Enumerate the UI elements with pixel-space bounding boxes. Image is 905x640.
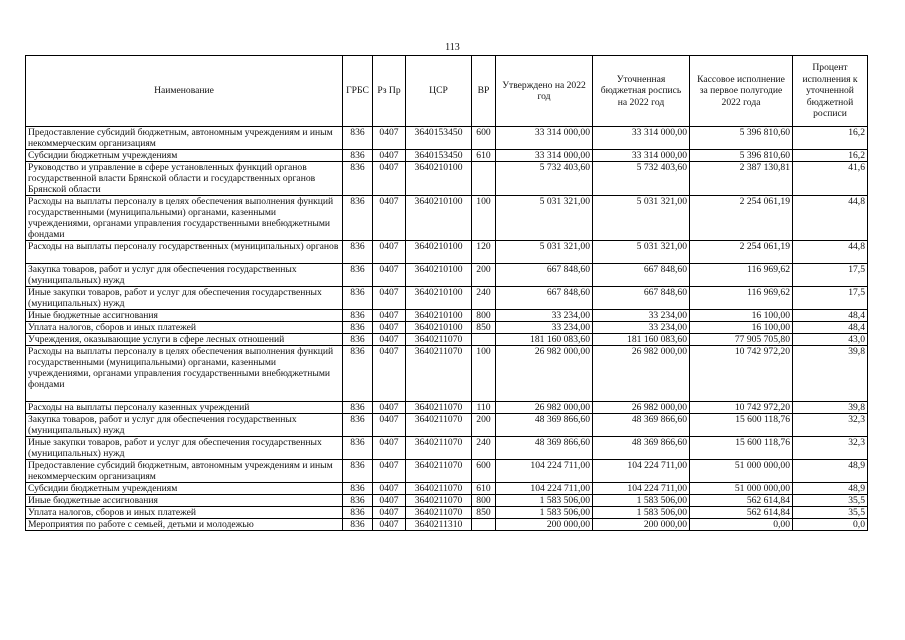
col-header-rzpr: Рз Пр	[373, 56, 406, 127]
table-row	[26, 264, 868, 287]
cell-vr: 800	[472, 310, 496, 322]
cell-vr: 800	[472, 495, 496, 507]
cell-cash: 5 396 810,60	[690, 150, 793, 162]
col-header-grbs: ГРБС	[343, 56, 373, 127]
cell-rzpr: 0407	[373, 150, 406, 162]
cell-rzpr: 0407	[373, 127, 406, 150]
table-row	[26, 287, 868, 310]
cell-vr: 100	[472, 196, 496, 241]
cell-approved: 200 000,00	[496, 519, 593, 531]
table-row	[26, 483, 868, 495]
table-row	[26, 127, 868, 150]
cell-approved: 667 848,60	[496, 264, 593, 287]
cell-approved: 104 224 711,00	[496, 460, 593, 483]
cell-percent: 17,5	[793, 287, 868, 310]
cell-vr	[472, 162, 496, 196]
table-row	[26, 495, 868, 507]
cell-rzpr: 0407	[373, 460, 406, 483]
cell-rzpr: 0407	[373, 414, 406, 437]
cell-cash: 562 614,84	[690, 507, 793, 519]
cell-csr: 3640211070	[406, 402, 472, 414]
cell-name: Учреждения, оказывающие услуги в сфере лесных отношений	[26, 334, 343, 346]
table-row	[26, 460, 868, 483]
cell-cash: 10 742 972,20	[690, 346, 793, 402]
cell-cash: 51 000 000,00	[690, 460, 793, 483]
cell-percent: 48,9	[793, 460, 868, 483]
cell-refined: 1 583 506,00	[593, 507, 690, 519]
cell-vr: 610	[472, 483, 496, 495]
cell-grbs: 836	[343, 346, 373, 402]
cell-approved: 1 583 506,00	[496, 495, 593, 507]
cell-name: Предоставление субсидий бюджетным, автономным учреждениям и иным некоммерческим организациям	[26, 127, 343, 150]
cell-csr: 3640210100	[406, 162, 472, 196]
cell-grbs: 836	[343, 483, 373, 495]
cell-grbs: 836	[343, 495, 373, 507]
cell-name: Субсидии бюджетным учреждениям	[26, 483, 343, 495]
cell-vr: 200	[472, 414, 496, 437]
cell-cash: 2 254 061,19	[690, 241, 793, 264]
cell-grbs: 836	[343, 402, 373, 414]
cell-name: Иные бюджетные ассигнования	[26, 495, 343, 507]
cell-vr: 240	[472, 287, 496, 310]
cell-cash: 562 614,84	[690, 495, 793, 507]
cell-approved: 5 031 321,00	[496, 241, 593, 264]
cell-csr: 3640210100	[406, 241, 472, 264]
cell-percent: 39,8	[793, 402, 868, 414]
cell-percent: 35,5	[793, 507, 868, 519]
cell-percent: 16,2	[793, 150, 868, 162]
cell-approved: 48 369 866,60	[496, 437, 593, 460]
table-row	[26, 241, 868, 264]
cell-name: Субсидии бюджетным учреждениям	[26, 150, 343, 162]
cell-rzpr: 0407	[373, 334, 406, 346]
cell-csr: 3640210100	[406, 196, 472, 241]
table-row	[26, 414, 868, 437]
cell-approved: 33 234,00	[496, 322, 593, 334]
cell-percent: 41,6	[793, 162, 868, 196]
cell-rzpr: 0407	[373, 507, 406, 519]
cell-vr: 600	[472, 127, 496, 150]
table-row	[26, 437, 868, 460]
cell-cash: 2 387 130,81	[690, 162, 793, 196]
cell-vr: 200	[472, 264, 496, 287]
cell-refined: 33 234,00	[593, 322, 690, 334]
table-row	[26, 346, 868, 402]
table-row	[26, 334, 868, 346]
cell-rzpr: 0407	[373, 402, 406, 414]
cell-rzpr: 0407	[373, 310, 406, 322]
cell-grbs: 836	[343, 334, 373, 346]
table-row	[26, 196, 868, 241]
cell-grbs: 836	[343, 322, 373, 334]
table-row	[26, 150, 868, 162]
cell-csr: 3640211070	[406, 460, 472, 483]
cell-approved: 26 982 000,00	[496, 346, 593, 402]
cell-percent: 35,5	[793, 495, 868, 507]
header-row	[26, 56, 868, 127]
cell-vr: 600	[472, 460, 496, 483]
cell-csr: 3640211070	[406, 414, 472, 437]
cell-grbs: 836	[343, 519, 373, 531]
cell-refined: 667 848,60	[593, 264, 690, 287]
cell-refined: 5 732 403,60	[593, 162, 690, 196]
cell-csr: 3640153450	[406, 127, 472, 150]
cell-percent: 0,0	[793, 519, 868, 531]
cell-vr: 610	[472, 150, 496, 162]
cell-percent: 17,5	[793, 264, 868, 287]
cell-csr: 3640211070	[406, 483, 472, 495]
cell-cash: 16 100,00	[690, 322, 793, 334]
cell-csr: 3640210100	[406, 264, 472, 287]
cell-approved: 48 369 866,60	[496, 414, 593, 437]
cell-percent: 44,8	[793, 196, 868, 241]
cell-vr: 850	[472, 322, 496, 334]
cell-csr: 3640211070	[406, 346, 472, 402]
col-header-approved: Утверждено на 2022 год	[496, 56, 593, 127]
table-row	[26, 310, 868, 322]
cell-rzpr: 0407	[373, 346, 406, 402]
cell-refined: 104 224 711,00	[593, 460, 690, 483]
cell-approved: 5 732 403,60	[496, 162, 593, 196]
cell-percent: 48,4	[793, 322, 868, 334]
cell-grbs: 836	[343, 507, 373, 519]
cell-vr	[472, 519, 496, 531]
cell-rzpr: 0407	[373, 437, 406, 460]
cell-refined: 26 982 000,00	[593, 402, 690, 414]
table-row	[26, 322, 868, 334]
cell-cash: 0,00	[690, 519, 793, 531]
cell-rzpr: 0407	[373, 483, 406, 495]
cell-name: Уплата налогов, сборов и иных платежей	[26, 322, 343, 334]
cell-cash: 10 742 972,20	[690, 402, 793, 414]
cell-refined: 33 234,00	[593, 310, 690, 322]
cell-refined: 33 314 000,00	[593, 150, 690, 162]
cell-rzpr: 0407	[373, 162, 406, 196]
page-number: 113	[445, 42, 460, 53]
cell-csr: 3640211310	[406, 519, 472, 531]
cell-approved: 26 982 000,00	[496, 402, 593, 414]
cell-vr: 100	[472, 346, 496, 402]
cell-refined: 48 369 866,60	[593, 437, 690, 460]
cell-name: Мероприятия по работе с семьей, детьми и молодежью	[26, 519, 343, 531]
cell-grbs: 836	[343, 287, 373, 310]
cell-rzpr: 0407	[373, 196, 406, 241]
cell-name: Расходы на выплаты персоналу государственных (муниципальных) органов	[26, 241, 343, 264]
cell-refined: 26 982 000,00	[593, 346, 690, 402]
table-body	[26, 127, 868, 531]
table-row	[26, 507, 868, 519]
cell-name: Руководство и управление в сфере установленных функций органов государственной власти Брянской области и государственных органов Брянской области	[26, 162, 343, 196]
cell-approved: 1 583 506,00	[496, 507, 593, 519]
cell-approved: 181 160 083,60	[496, 334, 593, 346]
cell-vr: 110	[472, 402, 496, 414]
cell-vr	[472, 334, 496, 346]
cell-rzpr: 0407	[373, 241, 406, 264]
cell-grbs: 836	[343, 196, 373, 241]
table-row	[26, 162, 868, 196]
cell-name: Предоставление субсидий бюджетным, автономным учреждениям и иным некоммерческим организациям	[26, 460, 343, 483]
col-header-name: Наименование	[26, 56, 343, 127]
cell-percent: 48,4	[793, 310, 868, 322]
cell-name: Закупка товаров, работ и услуг для обеспечения государственных (муниципальных) нужд	[26, 264, 343, 287]
cell-refined: 1 583 506,00	[593, 495, 690, 507]
col-header-refined: Уточненная бюджетная роспись на 2022 год	[593, 56, 690, 127]
cell-grbs: 836	[343, 460, 373, 483]
cell-rzpr: 0407	[373, 495, 406, 507]
cell-approved: 33 234,00	[496, 310, 593, 322]
cell-cash: 51 000 000,00	[690, 483, 793, 495]
col-header-vr: ВР	[472, 56, 496, 127]
cell-cash: 116 969,62	[690, 264, 793, 287]
cell-grbs: 836	[343, 437, 373, 460]
cell-name: Уплата налогов, сборов и иных платежей	[26, 507, 343, 519]
cell-percent: 43,0	[793, 334, 868, 346]
cell-name: Расходы на выплаты персоналу в целях обеспечения выполнения функций государственными (муниципальными) органами, казенными учреждениями, органами управления государственными внебюджетными фондами	[26, 196, 343, 241]
cell-refined: 200 000,00	[593, 519, 690, 531]
cell-refined: 5 031 321,00	[593, 241, 690, 264]
cell-percent: 16,2	[793, 127, 868, 150]
cell-cash: 77 905 705,80	[690, 334, 793, 346]
cell-cash: 15 600 118,76	[690, 437, 793, 460]
cell-rzpr: 0407	[373, 519, 406, 531]
cell-refined: 104 224 711,00	[593, 483, 690, 495]
cell-approved: 5 031 321,00	[496, 196, 593, 241]
cell-refined: 667 848,60	[593, 287, 690, 310]
cell-grbs: 836	[343, 127, 373, 150]
cell-rzpr: 0407	[373, 322, 406, 334]
cell-vr: 240	[472, 437, 496, 460]
cell-percent: 39,8	[793, 346, 868, 402]
cell-csr: 3640210100	[406, 310, 472, 322]
col-header-percent: Процент исполнения к уточненной бюджетной росписи	[793, 56, 868, 127]
cell-percent: 32,3	[793, 437, 868, 460]
cell-approved: 33 314 000,00	[496, 150, 593, 162]
cell-name: Закупка товаров, работ и услуг для обеспечения государственных (муниципальных) нужд	[26, 414, 343, 437]
cell-cash: 15 600 118,76	[690, 414, 793, 437]
cell-csr: 3640153450	[406, 150, 472, 162]
cell-grbs: 836	[343, 414, 373, 437]
cell-name: Иные закупки товаров, работ и услуг для обеспечения государственных (муниципальных) нужд	[26, 287, 343, 310]
cell-cash: 5 396 810,60	[690, 127, 793, 150]
cell-csr: 3640210100	[406, 322, 472, 334]
cell-cash: 2 254 061,19	[690, 196, 793, 241]
cell-csr: 3640211070	[406, 437, 472, 460]
cell-grbs: 836	[343, 162, 373, 196]
table-row	[26, 519, 868, 531]
cell-grbs: 836	[343, 310, 373, 322]
budget-table	[25, 55, 868, 531]
cell-refined: 48 369 866,60	[593, 414, 690, 437]
cell-refined: 33 314 000,00	[593, 127, 690, 150]
cell-approved: 33 314 000,00	[496, 127, 593, 150]
col-header-csr: ЦСР	[406, 56, 472, 127]
table-row	[26, 402, 868, 414]
cell-percent: 48,9	[793, 483, 868, 495]
cell-cash: 16 100,00	[690, 310, 793, 322]
cell-refined: 181 160 083,60	[593, 334, 690, 346]
cell-vr: 850	[472, 507, 496, 519]
cell-approved: 667 848,60	[496, 287, 593, 310]
cell-percent: 44,8	[793, 241, 868, 264]
col-header-cash: Кассовое исполнение за первое полугодие 2022 года	[690, 56, 793, 127]
cell-vr: 120	[472, 241, 496, 264]
cell-name: Иные закупки товаров, работ и услуг для обеспечения государственных (муниципальных) нужд	[26, 437, 343, 460]
cell-csr: 3640210100	[406, 287, 472, 310]
cell-name: Расходы на выплаты персоналу казенных учреждений	[26, 402, 343, 414]
cell-csr: 3640211070	[406, 334, 472, 346]
cell-csr: 3640211070	[406, 495, 472, 507]
cell-csr: 3640211070	[406, 507, 472, 519]
cell-name: Расходы на выплаты персоналу в целях обеспечения выполнения функций государственными (муниципальными) органами, казенными учреждениями, органами управления государственными внебюджетными фондами	[26, 346, 343, 402]
cell-refined: 5 031 321,00	[593, 196, 690, 241]
cell-name: Иные бюджетные ассигнования	[26, 310, 343, 322]
cell-cash: 116 969,62	[690, 287, 793, 310]
cell-rzpr: 0407	[373, 287, 406, 310]
cell-rzpr: 0407	[373, 264, 406, 287]
cell-grbs: 836	[343, 241, 373, 264]
cell-grbs: 836	[343, 150, 373, 162]
cell-percent: 32,3	[793, 414, 868, 437]
cell-approved: 104 224 711,00	[496, 483, 593, 495]
cell-grbs: 836	[343, 264, 373, 287]
